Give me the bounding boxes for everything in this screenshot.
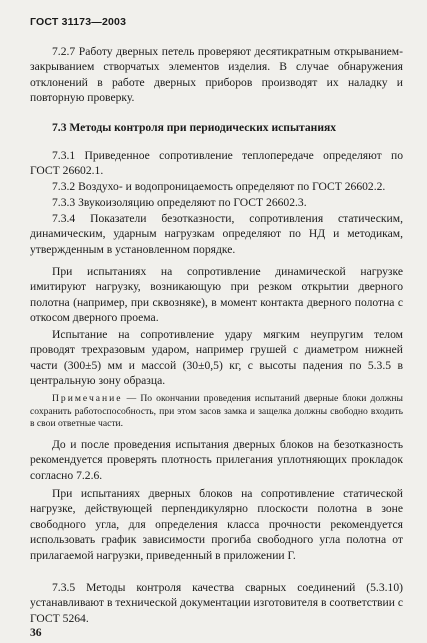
section-7-3-heading: 7.3 Методы контроля при периодических испытаниях [52,121,337,134]
paragraph-text: 7.2.7 Работу дверных петель проверяют десятикратным открыванием-закрыванием створчатых элементов изделия. В случае обнаружения отклонений в работе дверных приборов производят их наладку и повторную проверку. [30,45,403,105]
paragraph-7-3-5 [30,580,403,626]
paragraph-text: 7.3.1 Приведенное сопротивление теплопередаче определяют по ГОСТ 26602.1. [30,149,403,178]
paragraph-7-3-1 [30,148,403,179]
paragraph-text: 7.3.4 Показатели безотказности, сопротивления статическим, динамическим, ударным нагрузкам определяют по НД и методикам, утвержденным в установленном порядке. [30,212,403,256]
paragraph-dynamic-load [30,264,403,326]
paragraph-static-load [30,486,403,563]
section-title [30,120,403,135]
paragraph-text: 7.3.5 Методы контроля качества сварных соединений (5.3.10) устанавливают в технической документации изготовителя в соответствии с ГОСТ 5264. [30,581,403,625]
note-block [30,393,403,431]
paragraph-7-2-7 [30,44,403,106]
paragraph-text: 7.3.3 Звукоизоляцию определяют по ГОСТ 26602.3. [52,196,307,209]
paragraph-text: При испытаниях дверных блоков на сопротивление статической нагрузке, действующей перпендикулярно плоскости полотна в зоне свободного угла, для определения класса прочности рекомендуется использовать график зависимости прогиба свободного угла полотна от прилагаемой нагрузки, приведенный в приложении Г. [30,487,403,562]
paragraph-7-3-3 [30,195,403,210]
note-paragraph [30,393,403,431]
note-label: Примечание [52,393,123,404]
paragraph-tightness [30,437,403,483]
paragraph-text: 7.3.2 Воздухо- и водопроницаемость определяют по ГОСТ 26602.2. [52,180,386,193]
note-text: — По окончании проведения испытаний дверные блоки должны сохранить работоспособность, при этом засов замка и защелка должны свободно входить в свои ответные части. [30,393,403,430]
paragraph-impact-test [30,327,403,389]
page-number: 36 [30,626,42,639]
paragraph-7-3-2 [30,179,403,194]
paragraph-text: До и после проведения испытания дверных блоков на безотказность рекомендуется проверять плотность прилегания уплотняющих прокладок согласно 7.2.6. [30,438,403,482]
paragraph-text: Испытание на сопротивление удару мягким неупругим телом проводят трехразовым ударом, например грушей с диаметром нижней части (300±5) мм и массой (30±0,5) кг, с высоты падения по 5.3.5 в центральную зону образца. [30,328,403,388]
document-header: ГОСТ 31173—2003 [30,16,127,28]
paragraph-text: При испытаниях на сопротивление динамической нагрузке имитируют нагрузку, возникающую при резком открытии дверного полотна (например, при сквозняке), в момент контакта дверного полотна с откосом дверного проема. [30,265,403,325]
paragraph-7-3-4 [30,211,403,257]
